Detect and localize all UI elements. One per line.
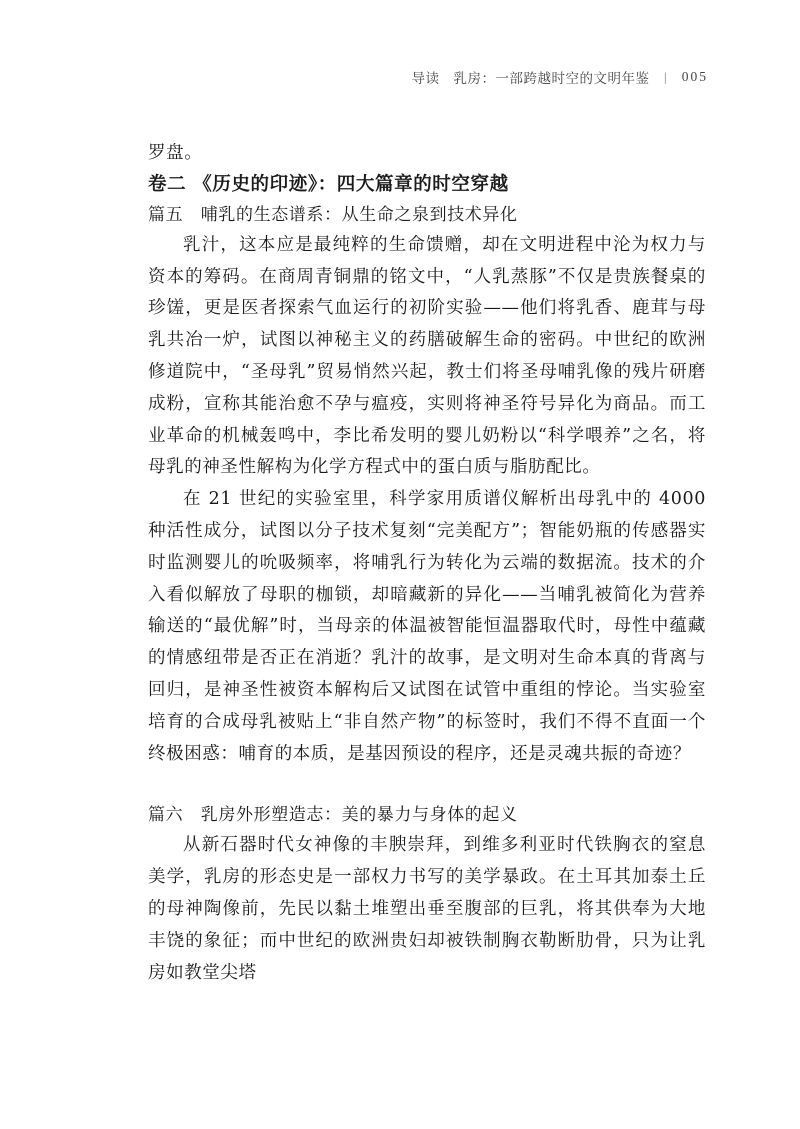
section-6-title: 篇六 乳房外形塑造志：美的暴力与身体的起义 xyxy=(148,805,518,826)
page-body xyxy=(148,138,706,989)
page-number: 005 xyxy=(681,69,708,84)
section-gap xyxy=(148,770,706,800)
section-5-title: 篇五 哺乳的生态谱系：从生命之泉到技术异化 xyxy=(148,204,518,225)
carryover-text: 罗盘。 xyxy=(148,143,203,163)
running-title: 导读 乳房：一部跨越时空的文明年鉴 xyxy=(411,71,650,87)
section-5-paragraph-2: 在 21 世纪的实验室里，科学家用质谱仪解析出母乳中的 4000 种活性成分，试图以分子技术复刻“完美配方”；智能奶瓶的传感器实时监测婴儿的吮吸频率，将哺乳行为转化为云端的数据流。技术的介入看似解放了母职的枷锁，却暗藏新的异化——当哺乳被简化为营养输送的“最优解”时，当母亲的体温被智能恒温器取代时，母性中蕴藏的情感纽带是否正在消逝？乳汁的故事，是文明对生命本真的背离与回归，是神圣性被资本解构后又试图在试管中重组的悖论。当实验室培育的合成母乳被贴上“非自然产物”的标签时，我们不得不直面一个终极困惑：哺育的本质，是基因预设的程序，还是灵魂共振的奇迹？ xyxy=(148,489,706,764)
section-6-paragraph-1: 从新石器时代女神像的丰腴崇拜，到维多利亚时代铁胸衣的窒息美学，乳房的形态史是一部权力书写的美学暴政。在土耳其加泰土丘的母神陶像前，先民以黏土堆塑出垂至腹部的巨乳，将其供奉为大地丰饶的象征；而中世纪的欧洲贵妇却被铁制胸衣勒断肋骨，只为让乳房如教堂尖塔 xyxy=(148,835,706,983)
header-separator: | xyxy=(663,70,668,84)
section-5-paragraph-1: 乳汁，这本应是最纯粹的生命馈赠，却在文明进程中沦为权力与资本的筹码。在商周青铜鼎的铭文中，“人乳蒸豚”不仅是贵族餐桌的珍馐，更是医者探索气血运行的初阶实验——他们将乳香、鹿茸与母乳共冶一炉，试图以神秘主义的药膳破解生命的密码。中世纪的欧洲修道院中，“圣母乳”贸易悄然兴起，教士们将圣母哺乳像的残片研磨成粉，宣称其能治愈不孕与瘟疫，实则将神圣符号异化为商品。而工业革命的机械轰鸣中，李比希发明的婴儿奶粉以“科学喂养”之名，将母乳的神圣性解构为化学方程式中的蛋白质与脂肪配比。 xyxy=(148,234,706,478)
volume-title: 卷二 《历史的印迹》：四大篇章的时空穿越 xyxy=(148,173,509,195)
running-header xyxy=(412,67,708,87)
